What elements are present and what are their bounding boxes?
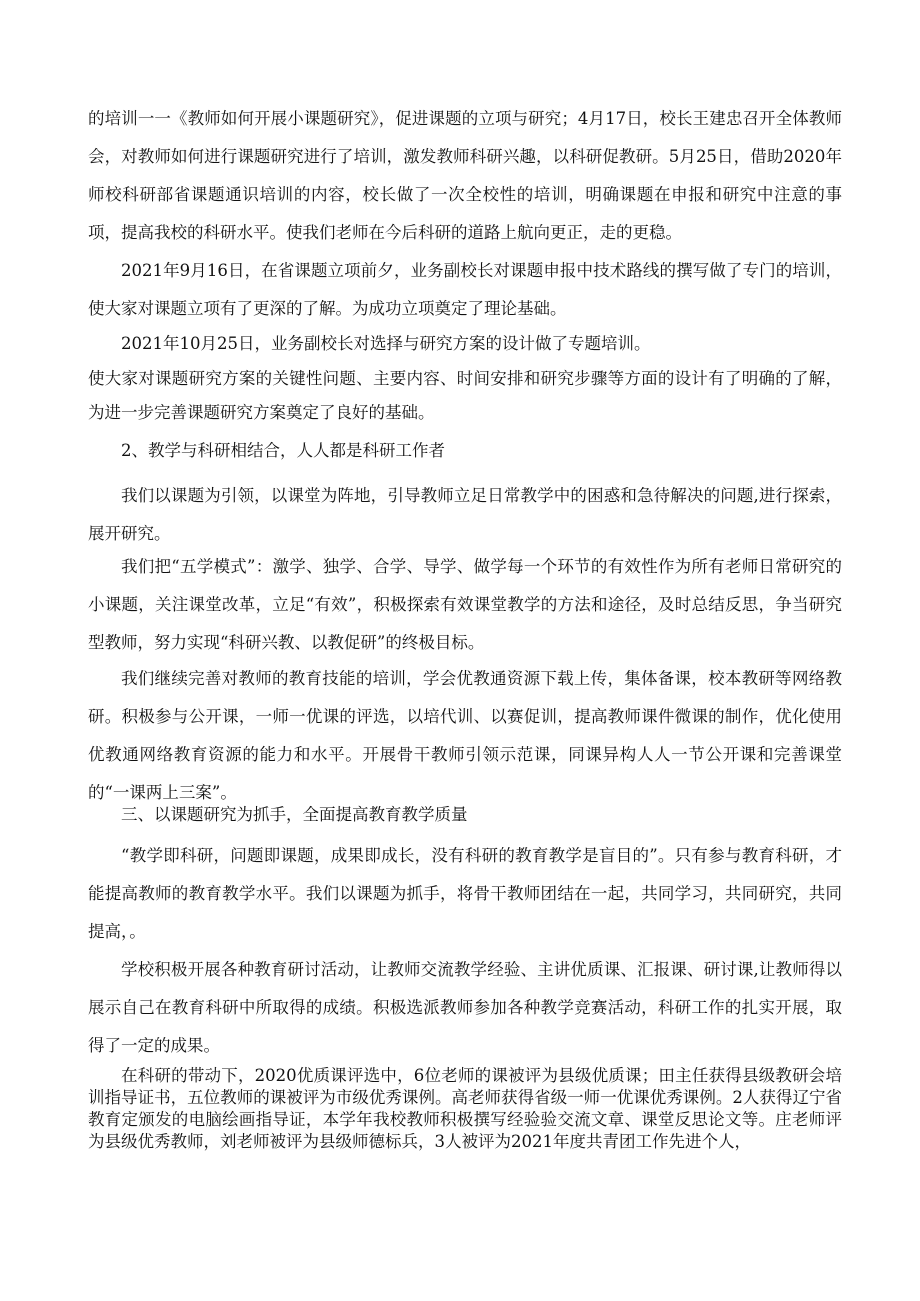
paragraph-training-overview: 的培训一一《教师如何开展小课题研究》，促进课题的立项与研究；4月17日，校长王建忠召开全体教师会，对教师如何进行课题研究进行了培训，激发教师科研兴趣，以科研促教研。5月25日，借助2020年师校科研部省课题通识培训的内容，校长做了一次全校性的培训，明确课题在申报和研究中注意的事项，提高我校的科研水平。使我们老师在今后科研的道路上航向更正，走的更稳。 (88, 109, 842, 242)
paragraph-five-learning-model: 我们把“五学模式”：激学、独学、合学、导学、做学每一个环节的有效性作为所有老师日常研究的小课题，关注课堂改革，立足“有效”，积极探索有效课堂教学的方法和途径，及时总结反思，争当研究型教师，努力实现“科研兴教、以教促研”的终极目标。 (88, 557, 842, 652)
section-heading-quality-improvement: 三、以课题研究为抓手，全面提高教育教学质量 (121, 805, 468, 824)
paragraph-sept-2021-training: 2021年9月16日，在省课题立项前夕，业务副校长对课题申报中技术路线的撰写做了专门的培训，使大家对课题立项有了更深的了解。为成功立项奠定了理论基础。 (88, 261, 842, 318)
paragraph-research-activities: 学校积极开展各种教育研讨活动，让教师交流教学经验、主讲优质课、汇报课、研讨课,让教师得以展示自己在教育科研中所取得的成绩。积极选派教师参加各种教学竞赛活动，科研工作的扎实开展，取得了一定的成果。 (88, 960, 842, 1055)
paragraph-skill-training: 我们继续完善对教师的教育技能的培训，学会优教通资源下载上传，集体备课，校本教研等网络教研。积极参与公开课，一师一优课的评选，以培代训、以赛促训，提高教师课件微课的制作，优化使用优教通网络教育资源的能力和水平。开展骨干教师引领示范课，同课异构人人一节公开课和完善课堂的“一课两上三案”。 (88, 669, 842, 802)
paragraph-oct-2021-training: 2021年10月25日，业务副校长对选择与研究方案的设计做了专题培训。 (121, 334, 651, 353)
paragraph-achievements: 在科研的带动下，2020优质课评选中，6位老师的课被评为县级优质课；田主任获得县级教研会培训指导证书，五位教师的课被评为市级优秀课例。高老师获得省级一师一优课优秀课例。2人获得辽宁省教育定颁发的电脑绘画指导证，本学年我校教师积极撰写经验验交流文章、课堂反思论文等。庄老师评为县级优秀教师，刘老师被评为县级师德标兵，3人被评为2021年度共青团工作先进个人， (88, 1066, 842, 1151)
section-heading-teaching-research: 2、教学与科研相结合，人人都是科研工作者 (121, 441, 445, 460)
paragraph-plan-design-result: 使大家对课题研究方案的关键性问题、主要内容、时间安排和研究步骤等方面的设计有了明确的了解，为进一步完善课题研究方案奠定了良好的基础。 (88, 369, 842, 422)
paragraph-teaching-is-research: “教学即科研，问题即课题，成果即成长，没有科研的教育教学是盲目的”。只有参与教育科研，才能提高教师的教育教学水平。我们以课题为抓手，将骨干教师团结在一起，共同学习，共同研究，共同提高，。 (88, 846, 842, 941)
paragraph-lesson-research: 我们以课题为引领，以课堂为阵地，引导教师立足日常教学中的困惑和急待解决的问题,进行探索，展开研究。 (88, 486, 842, 543)
